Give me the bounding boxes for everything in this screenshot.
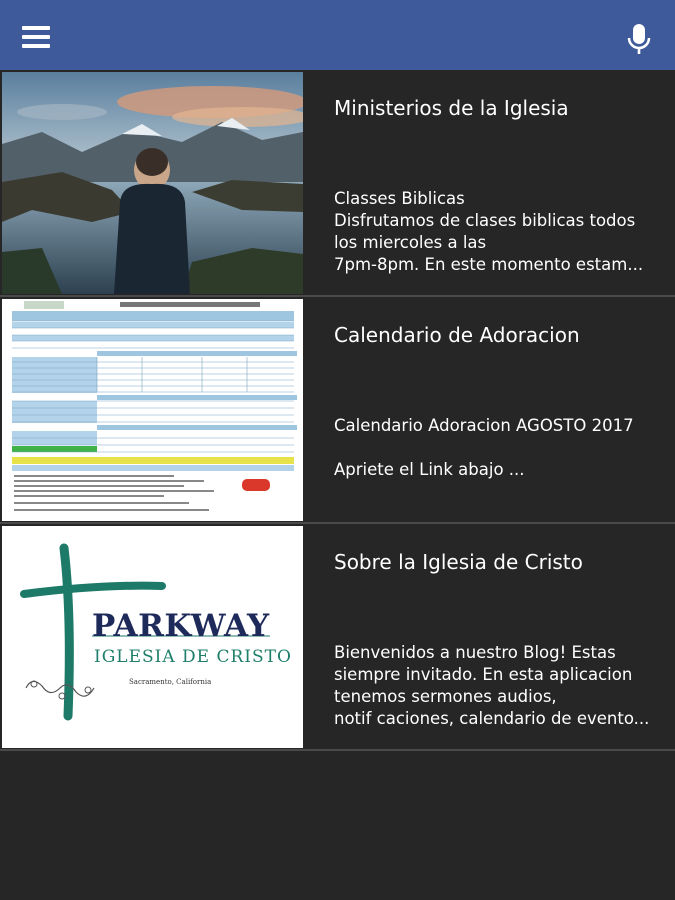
logo-name: PARKWAY: [92, 608, 270, 644]
post-title: Calendario de Adoracion: [334, 323, 580, 347]
hamburger-line: [22, 35, 50, 39]
list-item[interactable]: [0, 524, 675, 750]
excerpt-line: Calendario Adoracion AGOSTO 2017: [334, 416, 634, 435]
post-excerpt: [334, 642, 664, 730]
list-item[interactable]: [0, 297, 675, 523]
excerpt-line: Disfrutamos de clases biblicas todos: [334, 211, 636, 230]
menu-button[interactable]: [22, 26, 50, 48]
post-excerpt: [334, 188, 664, 276]
logo-subtitle: IGLESIA DE CRISTO: [94, 647, 292, 667]
church-logo: [2, 526, 303, 748]
excerpt-line: tenemos sermones audios,: [334, 687, 557, 706]
post-title: Sobre la Iglesia de Cristo: [334, 550, 583, 574]
hamburger-line: [22, 44, 50, 48]
logo-location: Sacramento, California: [129, 678, 212, 686]
post-excerpt: [334, 415, 664, 481]
app-bar: [0, 0, 675, 70]
divider: [0, 749, 675, 751]
landscape-image: [2, 72, 303, 294]
excerpt-line: siempre invitado. En esta aplicacion: [334, 665, 633, 684]
post-title: Ministerios de la Iglesia: [334, 96, 569, 120]
voice-search-button[interactable]: [624, 22, 654, 56]
excerpt-line: 7pm-8pm. En este momento estam...: [334, 255, 644, 274]
excerpt-line: notif caciones, calendario de evento...: [334, 709, 650, 728]
microphone-icon: [624, 22, 654, 56]
excerpt-line: Classes Biblicas: [334, 189, 465, 208]
excerpt-line: [334, 437, 664, 459]
post-thumbnail: [2, 526, 303, 748]
hamburger-menu-icon: [22, 26, 50, 30]
list-item[interactable]: [0, 70, 675, 296]
excerpt-line: Bienvenidos a nuestro Blog! Estas: [334, 643, 616, 662]
post-thumbnail: [2, 72, 303, 294]
excerpt-line: Apriete el Link abajo ...: [334, 460, 525, 479]
post-thumbnail: [2, 299, 303, 521]
calendar-sheet-image: [2, 299, 303, 521]
excerpt-line: los miercoles a las: [334, 233, 487, 252]
